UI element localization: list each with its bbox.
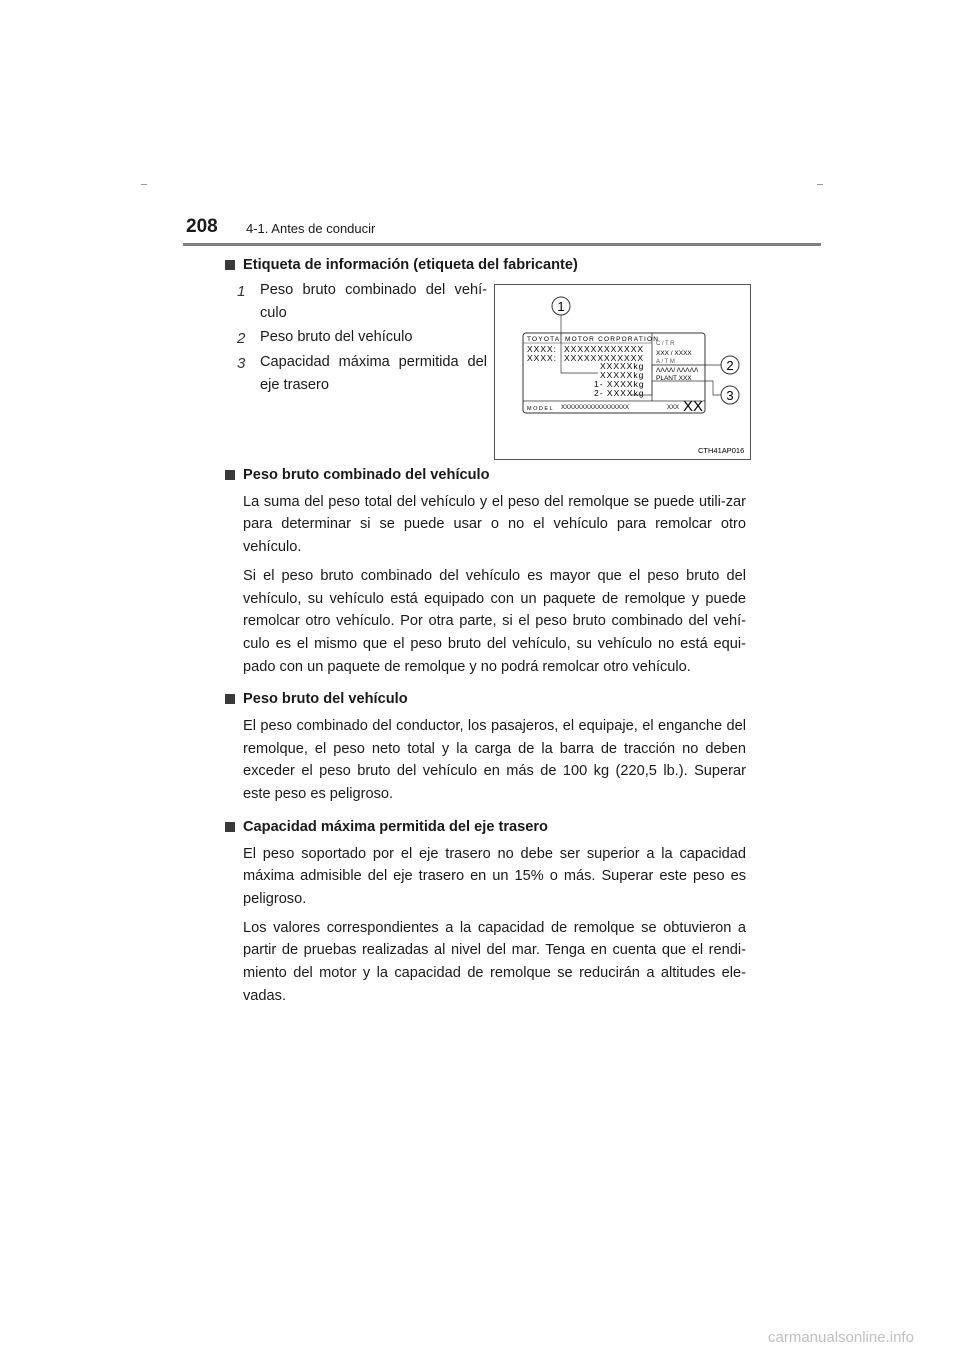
heading-gvwr: Peso bruto del vehículo bbox=[224, 688, 746, 711]
label-brand: TOYOTA bbox=[527, 336, 561, 343]
label-atm: A/TM bbox=[656, 359, 677, 365]
label-kg2: XXXXXkg bbox=[600, 370, 645, 380]
page-number: 208 bbox=[186, 216, 218, 237]
legend-number: 2 bbox=[237, 330, 246, 348]
label-row2-left: XXXX: bbox=[527, 353, 558, 363]
label-corp: MOTOR CORPORATION bbox=[565, 336, 660, 343]
manufacturer-label-figure bbox=[494, 284, 751, 460]
crop-mark-left bbox=[141, 184, 147, 185]
legend-item-3 bbox=[237, 351, 487, 396]
callout-number: 1 bbox=[557, 299, 565, 314]
heading-rear-axle: Capacidad máxima permitida del eje trasero bbox=[224, 816, 746, 839]
paragraph: Los valores correspondientes a la capacidad de remolque se obtuvieron a partir de pruebas realizadas al nivel del mar. Tenga en cuenta que el rendi-miento del motor y la capacidad de remolque se reducirán a altitudes ele-vadas. bbox=[243, 919, 746, 1004]
section-title: 4-1. Antes de conducir bbox=[246, 221, 376, 236]
label-row1-left: XXXX: bbox=[527, 344, 558, 354]
label-ctr: C/TR bbox=[656, 341, 676, 347]
main-content bbox=[224, 254, 746, 277]
header-rule bbox=[183, 243, 821, 246]
legend-number: 3 bbox=[237, 355, 246, 373]
label-xxx: XXX bbox=[667, 405, 680, 411]
watermark: carmanualsonline.info bbox=[768, 1329, 914, 1346]
label-kg1: XXXXXkg bbox=[600, 361, 645, 371]
label-row1-right: XXXXXXXXXXXX bbox=[564, 344, 645, 354]
callout-number: 2 bbox=[726, 358, 734, 373]
crop-mark-right bbox=[817, 184, 823, 185]
paragraph: Si el peso bruto combinado del vehículo es mayor que el peso bruto del vehículo, su vehículo está equipado con un paquete de remolque y puede remolcar otro vehículo. Por otra parte, si el peso bruto combinado del vehí-culo es el mismo que el peso bruto del vehículo, su vehículo no está equi-pado con un paquete de remolque y no podrá remolcar otro vehículo. bbox=[243, 567, 746, 675]
body-sections bbox=[224, 464, 746, 1007]
legend-text: Peso bruto del vehículo bbox=[260, 329, 413, 346]
paragraph: El peso soportado por el eje trasero no debe ser superior a la capacidad máxima admisible del eje trasero en un 15% o más. Superar este peso es peligroso. bbox=[243, 845, 746, 907]
label-plant: PLANT XXX bbox=[656, 375, 692, 382]
legend-text: Capacidad máxima permitida del eje trasero bbox=[260, 354, 487, 393]
label-kg4: 2- XXXXkg bbox=[594, 388, 645, 398]
figure-legend bbox=[237, 279, 487, 399]
paragraph: La suma del peso total del vehículo y el peso del remolque se puede utili-zar para determinar si se puede usar o no el vehículo para remolcar otro vehículo. bbox=[243, 493, 746, 556]
legend-item-1 bbox=[237, 279, 487, 324]
heading-label-info: Etiqueta de información (etiqueta del fabricante) bbox=[224, 254, 746, 277]
label-model: MODEL bbox=[527, 406, 555, 412]
label-code: ΛΛΛΛ/ ΛΛΛΛΛ bbox=[656, 367, 699, 374]
label-xx: XX bbox=[683, 398, 704, 415]
legend-number: 1 bbox=[237, 283, 246, 300]
label-row2-right: XXXXXXXXXXXX bbox=[564, 353, 645, 363]
callout-number: 3 bbox=[726, 388, 734, 403]
legend-item-2 bbox=[237, 326, 487, 349]
heading-gcwr: Peso bruto combinado del vehículo bbox=[224, 464, 746, 487]
legend-text: Peso bruto combinado del vehí-culo bbox=[260, 282, 487, 321]
paragraph: El peso combinado del conductor, los pasajeros, el equipaje, el enganche del remolque, el peso neto total y la carga de la barra de tracción no deben exceder el peso bruto del vehículo en más de 100 kg (220,5 lb.). Superar este peso es peligroso. bbox=[243, 718, 746, 803]
label-model-value: XXXXXXXXXXXXXXXXX bbox=[561, 405, 630, 411]
label-kg3: 1- XXXXkg bbox=[594, 379, 645, 389]
label-illustration bbox=[495, 285, 750, 459]
label-ctr-value: XXX / XXXX bbox=[656, 350, 692, 357]
figure-code: CTH41AP016 bbox=[698, 446, 745, 455]
